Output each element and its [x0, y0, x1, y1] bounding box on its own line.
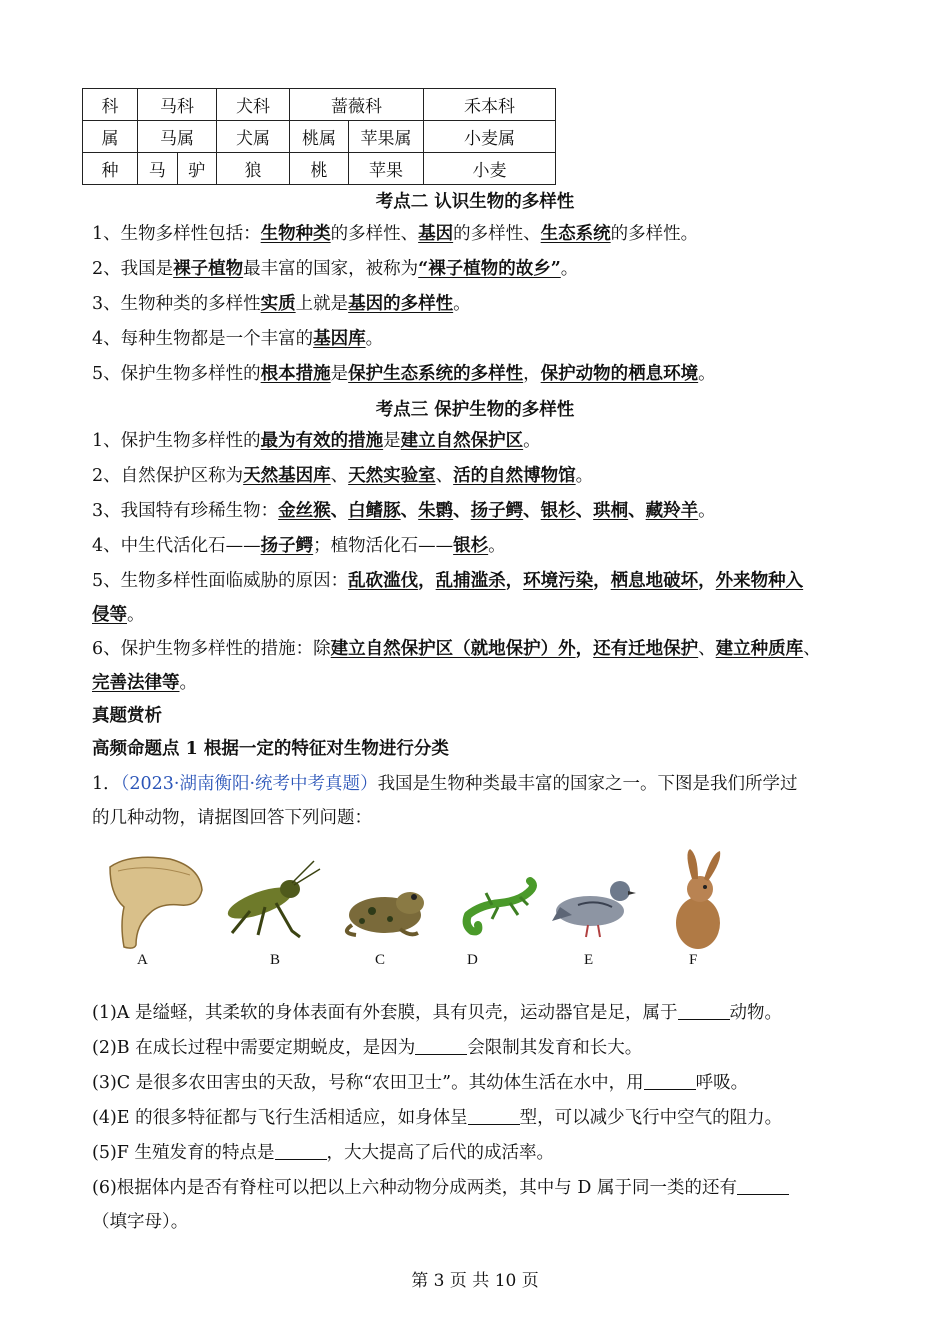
rabbit-image — [676, 849, 720, 949]
topic-heading: 高频命题点 1 根据一定的特征对生物进行分类 — [92, 739, 449, 759]
key-term: 基因库 — [313, 329, 366, 349]
table-cell: 种 — [83, 153, 138, 185]
key-term: 银杉 — [453, 536, 489, 556]
text: 。 — [488, 536, 506, 556]
separator: ， — [505, 571, 524, 591]
table-cell: 马属 — [138, 121, 217, 153]
table-cell: 小麦属 — [424, 121, 556, 153]
table-cell: 小麦 — [424, 153, 556, 185]
text: 。 — [127, 605, 145, 625]
text: 上就是 — [295, 294, 349, 314]
key-term: 扬子鳄 — [470, 501, 524, 521]
key-term: 侵等 — [92, 605, 127, 625]
sub-question — [92, 1176, 789, 1200]
table-row — [83, 121, 556, 153]
text: 2、自然保护区称为 — [92, 466, 244, 486]
key-term: 裸子植物 — [173, 259, 244, 279]
table-cell: 狼 — [217, 153, 290, 185]
paragraph — [92, 257, 578, 281]
key-term: 白鳍豚 — [348, 501, 401, 521]
text: 会限制其发育和长大。 — [467, 1038, 643, 1058]
key-term: 银杉 — [540, 501, 576, 521]
table-row — [83, 89, 556, 121]
table-cell: 蔷薇科 — [290, 89, 424, 121]
answer-blank[interactable] — [678, 1001, 730, 1020]
table-cell: 驴 — [177, 153, 217, 185]
answer-blank[interactable] — [415, 1036, 467, 1055]
text: 是 — [330, 364, 349, 384]
text: 4、中生代活化石—— — [92, 536, 261, 556]
text: 。 — [365, 329, 384, 349]
text: 是 — [383, 431, 401, 451]
paragraph — [92, 569, 803, 593]
separator: 、 — [400, 501, 419, 521]
key-term: 保护生态系统的多样性 — [348, 364, 524, 384]
key-term: 还有迁地保护 — [593, 639, 699, 659]
table-cell: 属 — [83, 121, 138, 153]
source-open: （ — [120, 774, 130, 794]
section-title: 考点二 认识生物的多样性 — [375, 192, 575, 212]
text: 6、保护生物多样性的措施：除 — [92, 639, 331, 659]
grasshopper-image — [224, 861, 320, 937]
animal-label: A — [137, 952, 148, 968]
answer-blank[interactable] — [737, 1176, 789, 1195]
table-row — [83, 153, 556, 185]
text: 呼吸。 — [695, 1073, 749, 1093]
key-term: 外来物种入 — [715, 571, 804, 591]
key-term: 根本措施 — [260, 364, 331, 384]
text: ；植物活化石—— — [313, 536, 454, 556]
text: 1、生物多样性包括： — [92, 224, 261, 244]
key-term: 基因 — [418, 224, 454, 244]
text: 我国是生物种类最丰富的国家之一。下图是我们所学过 — [377, 774, 798, 794]
sub-question — [92, 1106, 782, 1130]
answer-blank[interactable] — [468, 1106, 520, 1125]
paragraph — [92, 464, 593, 488]
razor-clam-image — [110, 857, 202, 948]
separator: 、 — [523, 501, 541, 521]
text: 的多样性。 — [610, 224, 699, 244]
separator: ， — [593, 571, 611, 591]
text: 。 — [698, 501, 716, 521]
sub-question-cont: （填字母）。 — [92, 1212, 189, 1232]
text: 。 — [453, 294, 471, 314]
table-cell: 苹果 — [349, 153, 424, 185]
key-term: 朱鹮 — [418, 501, 454, 521]
table-cell: 犬科 — [217, 89, 290, 121]
separator: ， — [418, 571, 436, 591]
separator: 、 — [330, 501, 349, 521]
text: (3)C 是很多农田害虫的天敌，号称“农田卫士”。其幼体生活在水中，用 — [92, 1073, 644, 1093]
animal-figure — [100, 845, 740, 975]
text: 3、我国特有珍稀生物： — [92, 501, 279, 521]
animal-label: E — [584, 952, 594, 968]
key-term: 基因的多样性 — [348, 294, 454, 314]
key-term: 金丝猴 — [278, 501, 331, 521]
key-term: 天然实验室 — [348, 466, 436, 486]
paragraph — [92, 362, 716, 386]
sub-question — [92, 1036, 642, 1060]
key-term: 珙桐 — [593, 501, 629, 521]
frog-image — [347, 892, 424, 935]
text: 2、我国是 — [92, 259, 174, 279]
text: 的多样性、 — [453, 224, 541, 244]
key-term: “裸子植物的故乡” — [418, 259, 561, 279]
text: 。 — [575, 466, 594, 486]
text: (5)F 生殖发育的特点是 — [92, 1143, 275, 1163]
sub-question — [92, 1001, 782, 1025]
paragraph — [92, 327, 383, 351]
text: ，大大提高了后代的成活率。 — [326, 1143, 554, 1163]
sub-question — [92, 1141, 554, 1165]
key-term: 完善法律等 — [92, 673, 180, 693]
sub-question — [92, 1071, 748, 1095]
paragraph — [92, 292, 471, 316]
text: 、 — [803, 639, 821, 659]
key-term: 活的自然博物馆 — [453, 466, 576, 486]
taxonomy-table — [82, 88, 556, 185]
key-term: 保护动物的栖息环境 — [540, 364, 699, 384]
text: 4、每种生物都是一个丰富的 — [92, 329, 314, 349]
table-cell: 禾本科 — [424, 89, 556, 121]
key-term: 乱捕滥杀 — [435, 571, 506, 591]
animal-label: C — [375, 952, 386, 968]
table-cell: 科 — [83, 89, 138, 121]
text: 。 — [523, 431, 541, 451]
question-stem — [92, 772, 798, 796]
key-term: 建立自然保护区（就地保护）外 — [330, 639, 576, 659]
text: 的多样性、 — [330, 224, 419, 244]
paragraph — [92, 671, 197, 695]
paragraph — [92, 603, 145, 627]
animal-label: B — [270, 952, 281, 968]
text: 最丰富的国家，被称为 — [243, 259, 419, 279]
paragraph — [92, 222, 698, 246]
text: 3、生物种类的多样性 — [92, 294, 261, 314]
table-cell: 苹果属 — [349, 121, 424, 153]
key-term: 最为有效的措施 — [260, 431, 384, 451]
question-stem-cont: 的几种动物，请据图回答下列问题： — [92, 808, 372, 828]
key-term: 天然基因库 — [243, 466, 331, 486]
text: 型，可以减少飞行中空气的阻力。 — [519, 1108, 783, 1128]
animal-label: F — [689, 952, 698, 968]
table-cell: 桃 — [290, 153, 349, 185]
key-term: 乱砍滥伐 — [348, 571, 419, 591]
text: 1、保护生物多样性的 — [92, 431, 261, 451]
animal-label: D — [467, 952, 478, 968]
key-term: 栖息地破坏 — [610, 571, 699, 591]
source-link[interactable]: 2023·湖南衡阳·统考中考真题 — [129, 774, 361, 794]
question-number: 1． — [92, 774, 121, 794]
lizard-image — [467, 881, 533, 931]
table-cell: 犬属 — [217, 121, 290, 153]
page-footer: 第 3 页 共 10 页 — [411, 1271, 539, 1291]
text: ， — [575, 639, 594, 659]
separator: ， — [698, 571, 716, 591]
text: (6)根据体内是否有脊柱可以把以上六种动物分成两类，其中与 D 属于同一类的还有 — [92, 1178, 737, 1198]
text: (1)A 是缢蛏，其柔软的身体表面有外套膜，具有贝壳，运动器官是足，属于 — [92, 1003, 678, 1023]
text: 、 — [330, 466, 349, 486]
section-title: 考点三 保护生物的多样性 — [375, 400, 575, 420]
key-term: 生态系统 — [540, 224, 611, 244]
text: 5、生物多样性面临威胁的原因： — [92, 571, 349, 591]
text: (4)E 的很多特征都与飞行生活相适应，如身体呈 — [92, 1108, 468, 1128]
pigeon-image — [552, 881, 636, 937]
source-close: ） — [360, 774, 378, 794]
key-term: 实质 — [260, 294, 296, 314]
key-term: 藏羚羊 — [645, 501, 699, 521]
paragraph — [92, 637, 821, 661]
text: 、 — [698, 639, 716, 659]
paragraph — [92, 534, 506, 558]
separator: 、 — [628, 501, 646, 521]
text: 。 — [179, 673, 197, 693]
key-term: 建立种质库 — [715, 639, 804, 659]
key-term: 环境污染 — [523, 571, 594, 591]
text: ， — [523, 364, 541, 384]
paragraph — [92, 429, 541, 453]
text: (2)B 在成长过程中需要定期蜕皮，是因为 — [92, 1038, 416, 1058]
text: 。 — [560, 259, 579, 279]
answer-blank[interactable] — [275, 1141, 327, 1160]
key-term: 扬子鳄 — [260, 536, 314, 556]
key-term: 生物种类 — [260, 224, 331, 244]
answer-blank[interactable] — [644, 1071, 696, 1090]
text: 动物。 — [729, 1003, 782, 1023]
key-term: 建立自然保护区 — [400, 431, 524, 451]
table-cell: 桃属 — [290, 121, 349, 153]
separator: 、 — [575, 501, 594, 521]
table-cell: 马 — [138, 153, 178, 185]
heading: 真题赏析 — [92, 706, 162, 726]
paragraph — [92, 499, 716, 523]
text: 。 — [698, 364, 716, 384]
text: 5、保护生物多样性的 — [92, 364, 261, 384]
text: 、 — [435, 466, 454, 486]
separator: 、 — [453, 501, 471, 521]
table-cell: 马科 — [138, 89, 217, 121]
